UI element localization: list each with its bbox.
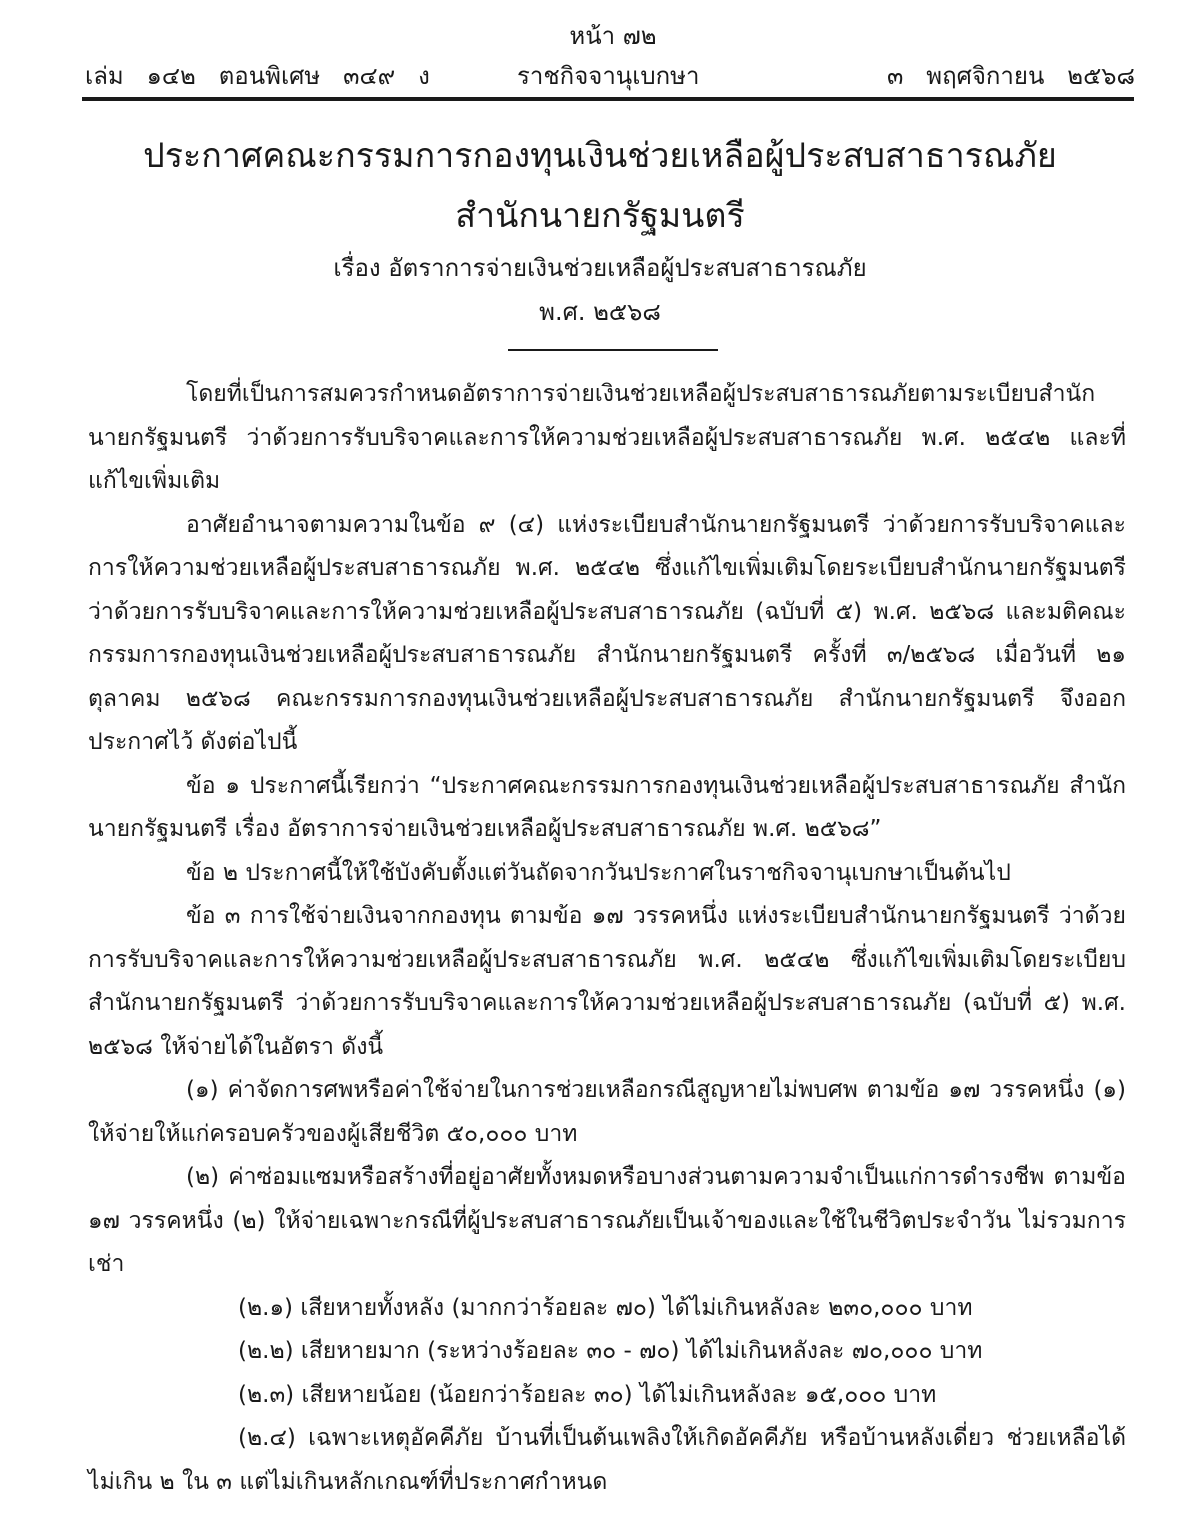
rate-sub-item-2-3: (๒.๓) เสียหายน้อย (น้อยกว่าร้อยละ ๓๐) ได้ไม่เกินหลังละ ๑๕,๐๐๐ บาท [238,1381,937,1408]
announcement-office: สำนักนายกรัฐมนตรี [455,196,745,236]
authority-paragraph: อาศัยอำนาจตามความในข้อ ๙ (๔) แห่งระเบียบสำนักนายกรัฐมนตรี ว่าด้วยการรับบริจาคและการให้ความช่วยเหลือผู้ประสบสาธารณภัย พ.ศ. ๒๕๔๒ ซึ่งแก้ไขเพิ่มเติมโดยระเบียบสำนักนายกรัฐมนตรี ว่าด้วยการรับบริจาคและการให้ความช่วยเหลือผู้ประสบสาธารณภัย (ฉบับที่ ๕) พ.ศ. ๒๕๖๘ และมติคณะกรรมการกองทุนเงินช่วยเหลือผู้ประสบสาธารณภัย สำนักนายกรัฐมนตรี ครั้งที่ ๓/๒๕๖๘ เมื่อวันที่ ๒๑ ตุลาคม ๒๕๖๘ คณะกรรมการกองทุนเงินช่วยเหลือผู้ประสบสาธารณภัย สำนักนายกรัฐมนตรี จึงออกประกาศไว้ ดังต่อไปนี้ [88,511,1126,755]
clause-3: ข้อ ๓ การใช้จ่ายเงินจากกองทุน ตามข้อ ๑๗ วรรคหนึ่ง แห่งระเบียบสำนักนายกรัฐมนตรี ว่าด้วยการรับบริจาคและการให้ความช่วยเหลือผู้ประสบสาธารณภัย พ.ศ. ๒๕๔๒ ซึ่งแก้ไขเพิ่มเติมโดยระเบียบสำนักนายกรัฐมนตรี ว่าด้วยการรับบริจาคและการให้ความช่วยเหลือผู้ประสบสาธารณภัย (ฉบับที่ ๕) พ.ศ. ๒๕๖๘ ให้จ่ายได้ในอัตรา ดังนี้ [88,903,1126,1060]
rate-sub-item-2-4: (๒.๔) เฉพาะเหตุอัคคีภัย บ้านที่เป็นต้นเพลิงให้เกิดอัคคีภัย หรือบ้านหลังเดี่ยว ช่วยเหลือได้ไม่เกิน ๒ ใน ๓ แต่ไม่เกินหลักเกณฑ์ที่ประกาศกำหนด [88,1425,1126,1495]
rate-sub-item-2-1: (๒.๑) เสียหายทั้งหลัง (มากกว่าร้อยละ ๗๐) ได้ไม่เกินหลังละ ๒๓๐,๐๐๐ บาท [238,1294,973,1321]
rate-item-1: (๑) ค่าจัดการศพหรือค่าใช้จ่ายในการช่วยเหลือกรณีสูญหายไม่พบศพ ตามข้อ ๑๗ วรรคหนึ่ง (๑) ให้จ่ายให้แก่ครอบครัวของผู้เสียชีวิต ๕๐,๐๐๐ บาท [88,1077,1126,1147]
announcement-subject: เรื่อง อัตราการจ่ายเงินช่วยเหลือผู้ประสบสาธารณภัย [333,254,867,282]
publication-name: ราชกิจจานุเบกษา [517,62,700,90]
rate-sub-item-2-2: (๒.๒) เสียหายมาก (ระหว่างร้อยละ ๓๐ - ๗๐) ได้ไม่เกินหลังละ ๗๐,๐๐๐ บาท [238,1338,983,1364]
clause-2: ข้อ ๒ ประกาศนี้ให้ใช้บังคับตั้งแต่วันถัดจากวันประกาศในราชกิจจานุเบกษาเป็นต้นไป [186,859,1011,886]
page-number: หน้า ๗๒ [569,22,657,50]
announcement-title: ประกาศคณะกรรมการกองทุนเงินช่วยเหลือผู้ประสบสาธารณภัย [143,136,1057,176]
preamble-paragraph: โดยที่เป็นการสมควรกำหนดอัตราการจ่ายเงินช่วยเหลือผู้ประสบสาธารณภัยตามระเบียบสำนักนายกรัฐมนตรี ว่าด้วยการรับบริจาคและการให้ความช่วยเหลือผู้ประสบสาธารณภัย พ.ศ. ๒๕๔๒ และที่แก้ไขเพิ่มเติม [88,381,1126,494]
header-divider [82,97,1134,101]
rate-item-2: (๒) ค่าซ่อมแซมหรือสร้างที่อยู่อาศัยทั้งหมดหรือบางส่วนตามความจำเป็นแก่การดำรงชีพ ตามข้อ ๑๗ วรรคหนึ่ง (๒) ให้จ่ายเฉพาะกรณีที่ผู้ประสบสาธารณภัยเป็นเจ้าของและใช้ในชีวิตประจำวัน ไม่รวมการเช่า [88,1164,1126,1277]
title-divider [508,349,718,351]
publication-date: ๓ พฤศจิกายน ๒๕๖๘ [886,62,1135,90]
announcement-body [88,373,1126,1504]
announcement-year: พ.ศ. ๒๕๖๘ [539,298,661,326]
gazette-header [85,60,1135,94]
volume-info: เล่ม ๑๔๒ ตอนพิเศษ ๓๔๙ ง [85,62,430,90]
clause-1: ข้อ ๑ ประกาศนี้เรียกว่า “ประกาศคณะกรรมการกองทุนเงินช่วยเหลือผู้ประสบสาธารณภัย สำนักนายกรัฐมนตรี เรื่อง อัตราการจ่ายเงินช่วยเหลือผู้ประสบสาธารณภัย พ.ศ. ๒๕๖๘” [88,772,1126,842]
